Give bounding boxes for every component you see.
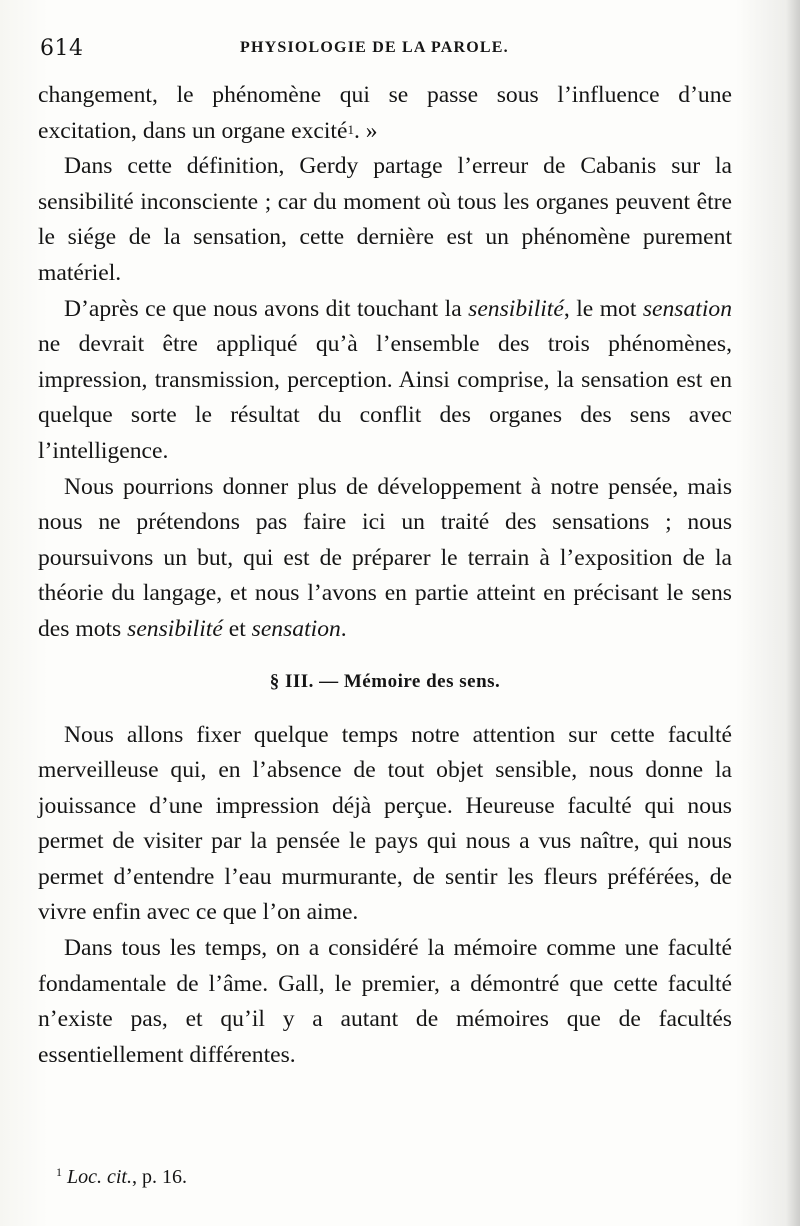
footnote-citation: Loc. cit. — [67, 1166, 132, 1188]
paragraph-1-end: . » — [353, 117, 378, 144]
page-edge-shadow — [786, 0, 800, 1226]
paragraph-3-text-b: , le mot — [563, 295, 643, 322]
section-heading — [38, 668, 732, 696]
paragraph-3-text-a: D’après ce que nous avons dit touchant la — [64, 295, 469, 322]
footnote-ref: 1 — [347, 121, 354, 137]
running-head — [40, 36, 740, 66]
paragraph-4-text-c: . — [340, 615, 347, 642]
footnote-rest: , p. 16. — [132, 1166, 187, 1188]
page-number: 614 — [40, 36, 84, 61]
paragraph-2: Dans cette définition, Gerdy partage l’erreur de Cabanis sur la sensibilité inconsciente ; car du moment où tous les organes peuvent être le siége de la sensation, cette dernière est un phénomène purement matériel. — [38, 153, 732, 286]
paragraph-1 — [38, 78, 732, 149]
paragraph-1-text: changement, le phénomène qui se passe sous l’influence d’une excitation, dans un organe excité — [38, 82, 732, 144]
paragraph-4-italic-2: sensation — [251, 615, 341, 642]
footnote-marker: 1 — [56, 1165, 62, 1179]
paragraph-4-italic-1: sensibilité — [127, 615, 223, 642]
paragraph-4-text-b: et — [222, 615, 252, 642]
section-title: Mémoire des sens. — [343, 670, 501, 692]
running-title: PHYSIOLOGIE DE LA PAROLE. — [240, 39, 509, 56]
paragraph-4 — [38, 470, 732, 648]
paragraph-6: Dans tous les temps, on a considéré la mémoire comme une faculté fondamentale de l’âme. Gall, le premier, a démontré que cette faculté n’existe pas, et qu’il y a autant de mémoires que de facultés essentiellement différentes. — [38, 935, 732, 1068]
paragraph-4-text-a: Nous pourrions donner plus de développement à notre pensée, mais nous ne prétendons pas faire ici un traité des sensations ; nous poursuivons un but, qui est de préparer le terrain à l’exposition de la théorie du langage, et nous l’avons en partie atteint en précisant le sens des mots — [38, 473, 732, 642]
paragraph-3-italic-2: sensation — [642, 295, 732, 322]
paragraph-3 — [38, 292, 732, 470]
footnote — [56, 1166, 187, 1189]
paragraph-3-italic-1: sensibilité — [468, 295, 564, 322]
section-number: § III. — — [269, 670, 339, 692]
paragraph-3-text-c: ne devrait être appliqué qu’à l’ensemble des trois phénomènes, impression, transmission, perception. Ainsi comprise, la sensation est en quelque sorte le résultat du conflit des organes des sens avec l’intelligence. — [38, 331, 732, 464]
paragraph-5: Nous allons fixer quelque temps notre attention sur cette faculté merveilleuse qui, en l’absence de tout objet sensible, nous donne la jouissance d’une impression déjà perçue. Heureuse faculté qui nous permet de visiter par la pensée le pays qui nous a vus naître, qui nous permet d’entendre l’eau murmurante, de sentir les fleurs préférées, de vivre enfin avec ce que l’on aime. — [38, 721, 732, 926]
body-text — [38, 78, 732, 1073]
